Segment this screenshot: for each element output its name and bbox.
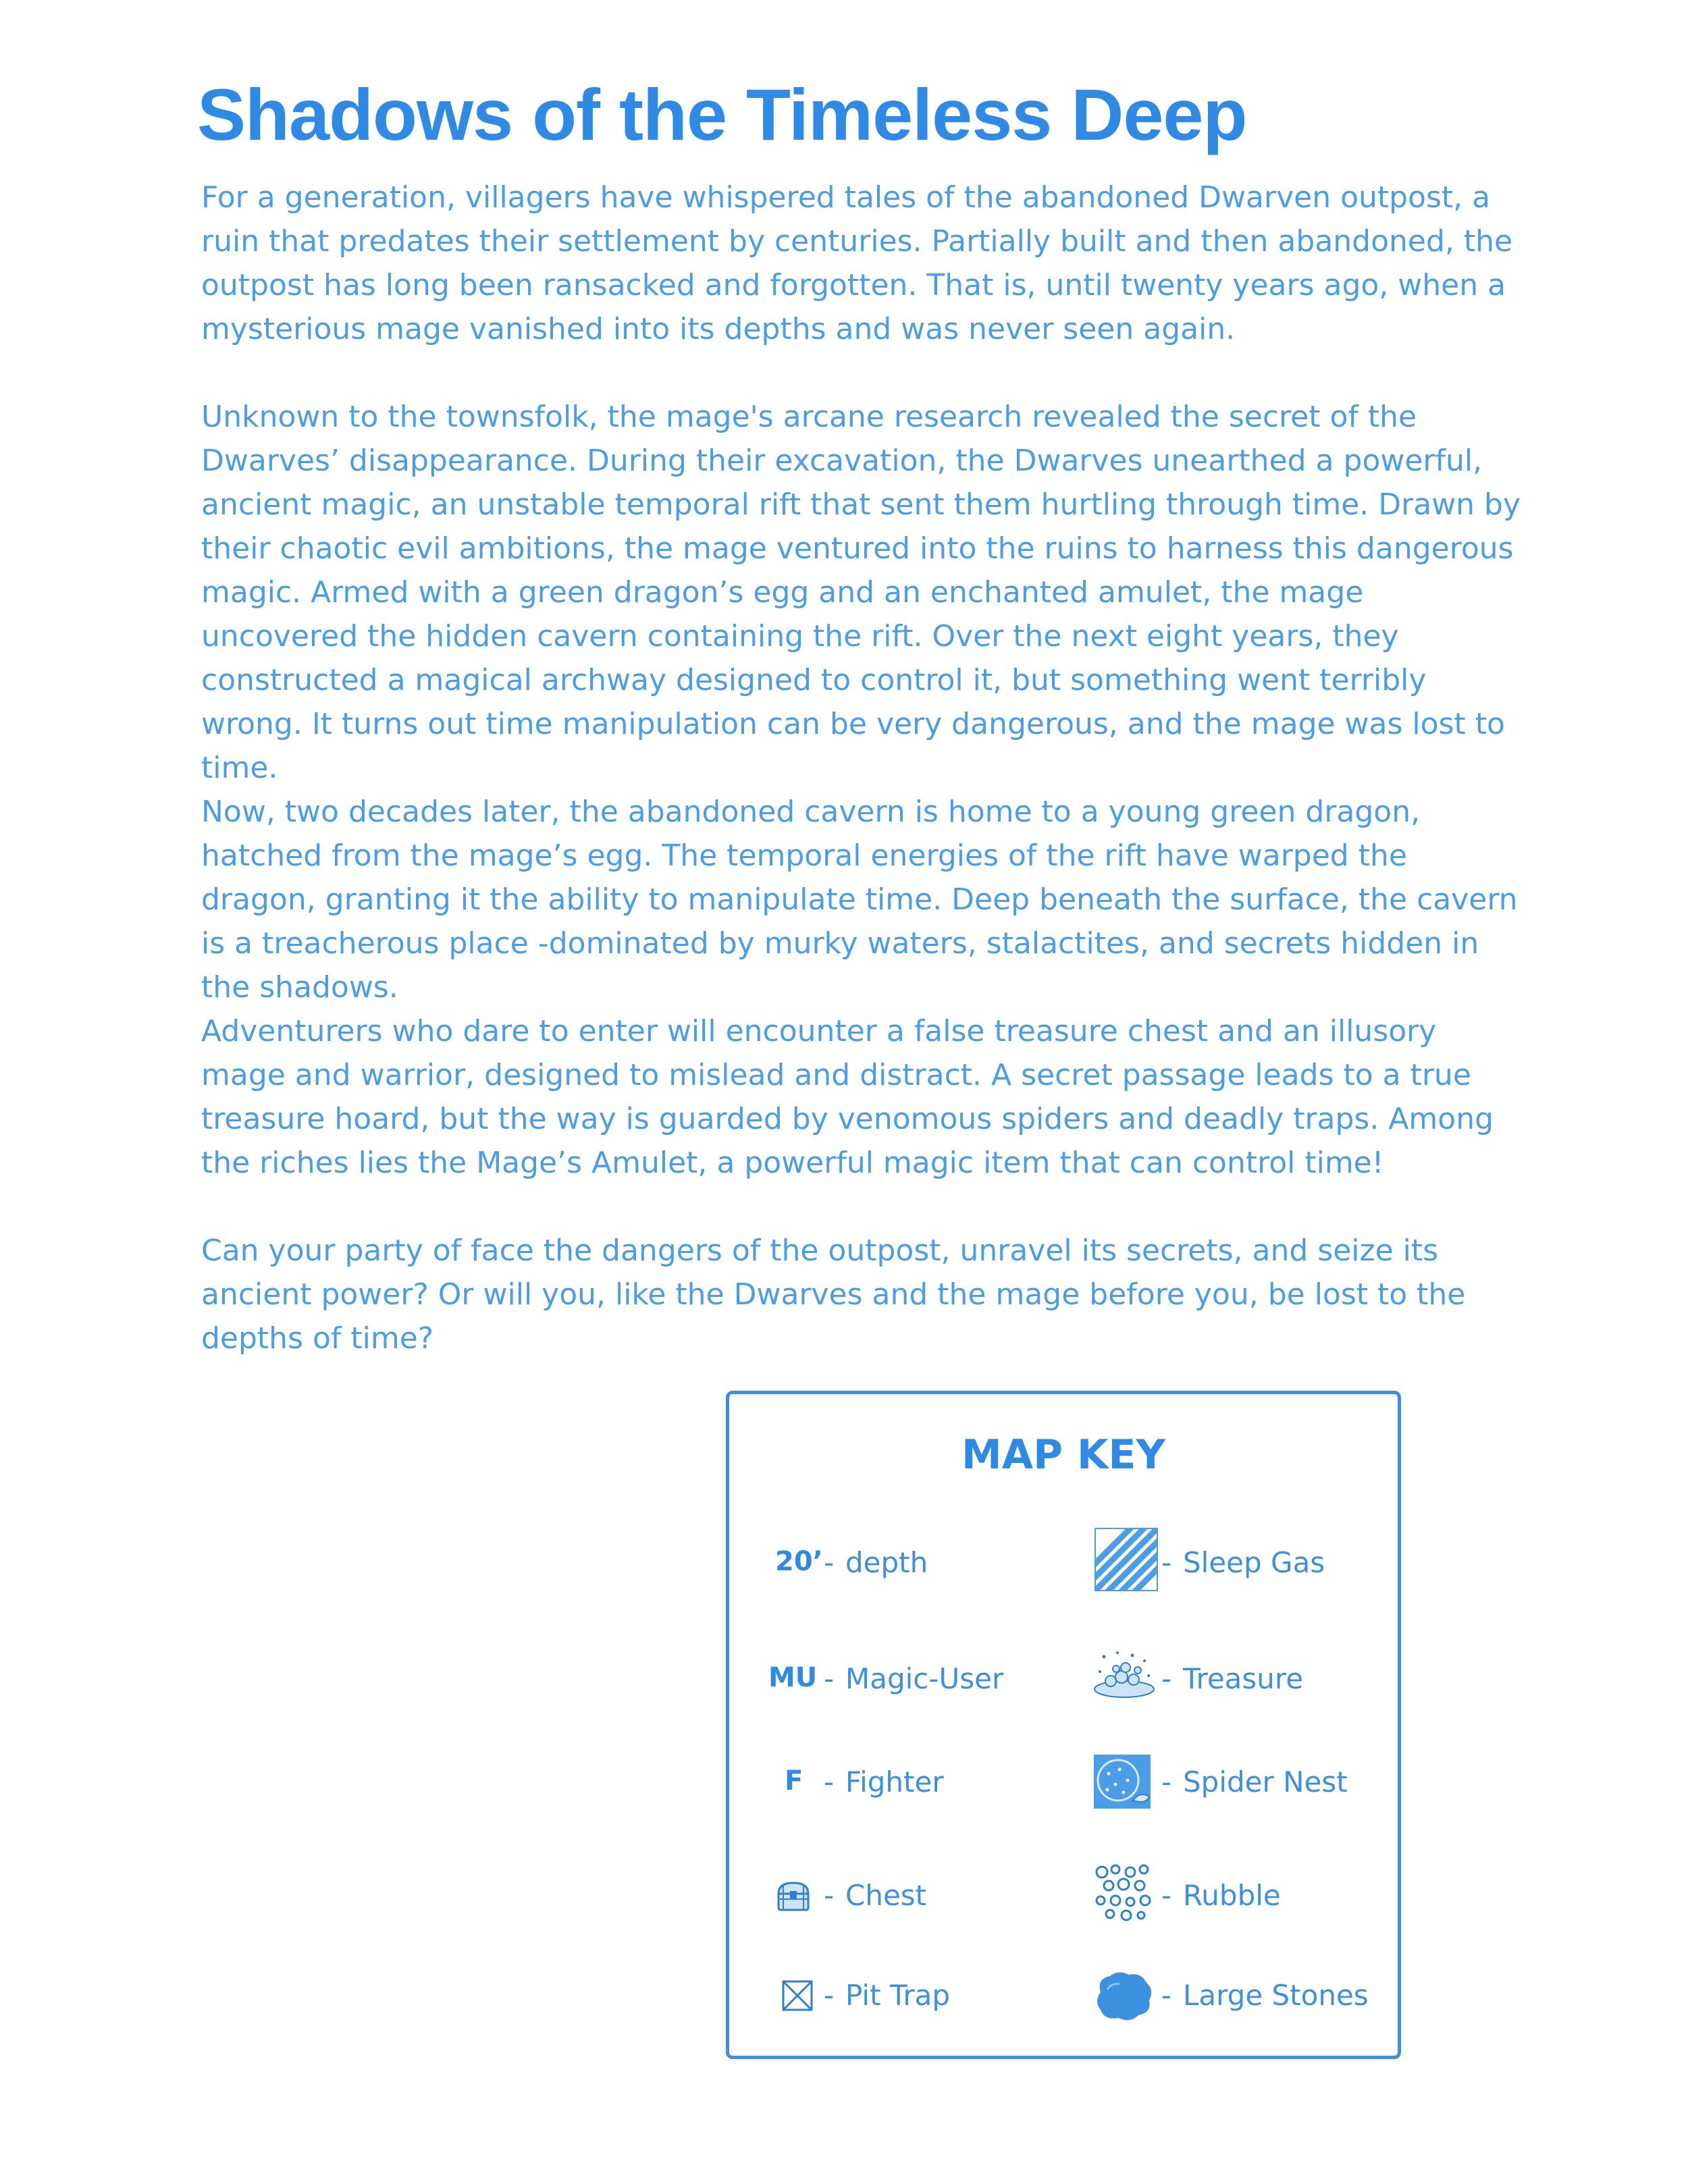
key-separator: - bbox=[824, 1662, 835, 1695]
sleep-gas-icon bbox=[1094, 1527, 1159, 1592]
hook-paragraph: Can your party of face the dangers of the outpost, unravel its secrets, and seize its ancient power? Or will you, like the Dwarves and the mage before you, be lost to the depths of time? bbox=[201, 1233, 1466, 1356]
key-separator: - bbox=[1161, 1979, 1172, 2012]
key-separator: - bbox=[824, 1879, 835, 1912]
rubble-icon bbox=[1092, 1863, 1155, 1922]
pit-trap-icon bbox=[782, 1980, 813, 2011]
key-separator: - bbox=[1161, 1546, 1172, 1579]
key-separator: - bbox=[824, 1765, 835, 1799]
backstory-paragraph: Unknown to the townsfolk, the mage's arcane research revealed the secret of the Dwarves’ disappearance. During their excavation, the Dwarves unearthed a powerful, ancient magic, an unstable temporal rift that sent them hurtling through time. Drawn by their chaotic evil ambitions, the mage ventured into the ruins to harness this dangerous magic. Armed with a green dragon’s egg and an enchanted amulet, the mage uncovered the hidden cavern containing the rift. Over the next eight years, they constructed a magical archway designed to control it, but something went terribly wrong. It turns out time manipulation can be very dangerous, and the mage was lost to time. bbox=[201, 400, 1521, 785]
chest-icon bbox=[775, 1880, 812, 1913]
key-label-depth: depth bbox=[845, 1546, 928, 1579]
key-label-sleep-gas: Sleep Gas bbox=[1183, 1546, 1325, 1579]
key-separator: - bbox=[824, 1979, 835, 2012]
large-stones-icon bbox=[1094, 1969, 1155, 2023]
map-key bbox=[726, 1391, 1401, 2059]
adventure-paragraph: Adventurers who dare to enter will encounter a false treasure chest and an illusory mage and warrior, designed to mislead and distract. A secret passage leads to a true treasure hoard, but the way is guarded by venomous spiders and deadly traps. Among the riches lies the Mage’s Amulet, a powerful magic item that can control time! bbox=[201, 1014, 1494, 1180]
fighter-symbol: F bbox=[785, 1765, 803, 1796]
key-separator: - bbox=[1161, 1879, 1172, 1912]
key-separator: - bbox=[1161, 1765, 1172, 1799]
treasure-icon bbox=[1090, 1647, 1158, 1701]
key-label-rubble: Rubble bbox=[1183, 1879, 1281, 1912]
cavern-paragraph: Now, two decades later, the abandoned cavern is home to a young green dragon, hatched from the mage’s egg. The temporal energies of the rift have warped the dragon, granting it the ability to manipulate time. Deep beneath the surface, the cavern is a treacherous place -dominated by murky waters, stalactites, and secrets hidden in the shadows. bbox=[201, 795, 1518, 1005]
key-label-large-stones: Large Stones bbox=[1183, 1979, 1369, 2012]
key-label-chest: Chest bbox=[845, 1879, 927, 1912]
key-separator: - bbox=[1161, 1662, 1172, 1695]
page-title: Shadows of the Timeless Deep bbox=[197, 74, 1247, 155]
key-label-treasure: Treasure bbox=[1183, 1662, 1304, 1695]
intro-paragraph: For a generation, villagers have whispered tales of the abandoned Dwarven outpost, a ruin that predates their settlement by centuries. Partially built and then abandoned, the outpost has long been ransacked and forgotten. That is, until twenty years ago, when a mysterious mage vanished into its depths and was never seen again. bbox=[201, 180, 1513, 346]
depth-symbol: 20’ bbox=[775, 1546, 823, 1577]
key-label-magic-user: Magic-User bbox=[845, 1662, 1004, 1695]
map-key-title: MAP KEY bbox=[961, 1431, 1165, 1479]
key-label-fighter: Fighter bbox=[845, 1765, 944, 1799]
key-separator: - bbox=[824, 1546, 835, 1579]
spider-nest-icon bbox=[1092, 1753, 1152, 1810]
key-label-spider-nest: Spider Nest bbox=[1183, 1765, 1348, 1799]
magic-user-symbol: MU bbox=[768, 1662, 818, 1693]
key-label-pit-trap: Pit Trap bbox=[845, 1979, 951, 2012]
